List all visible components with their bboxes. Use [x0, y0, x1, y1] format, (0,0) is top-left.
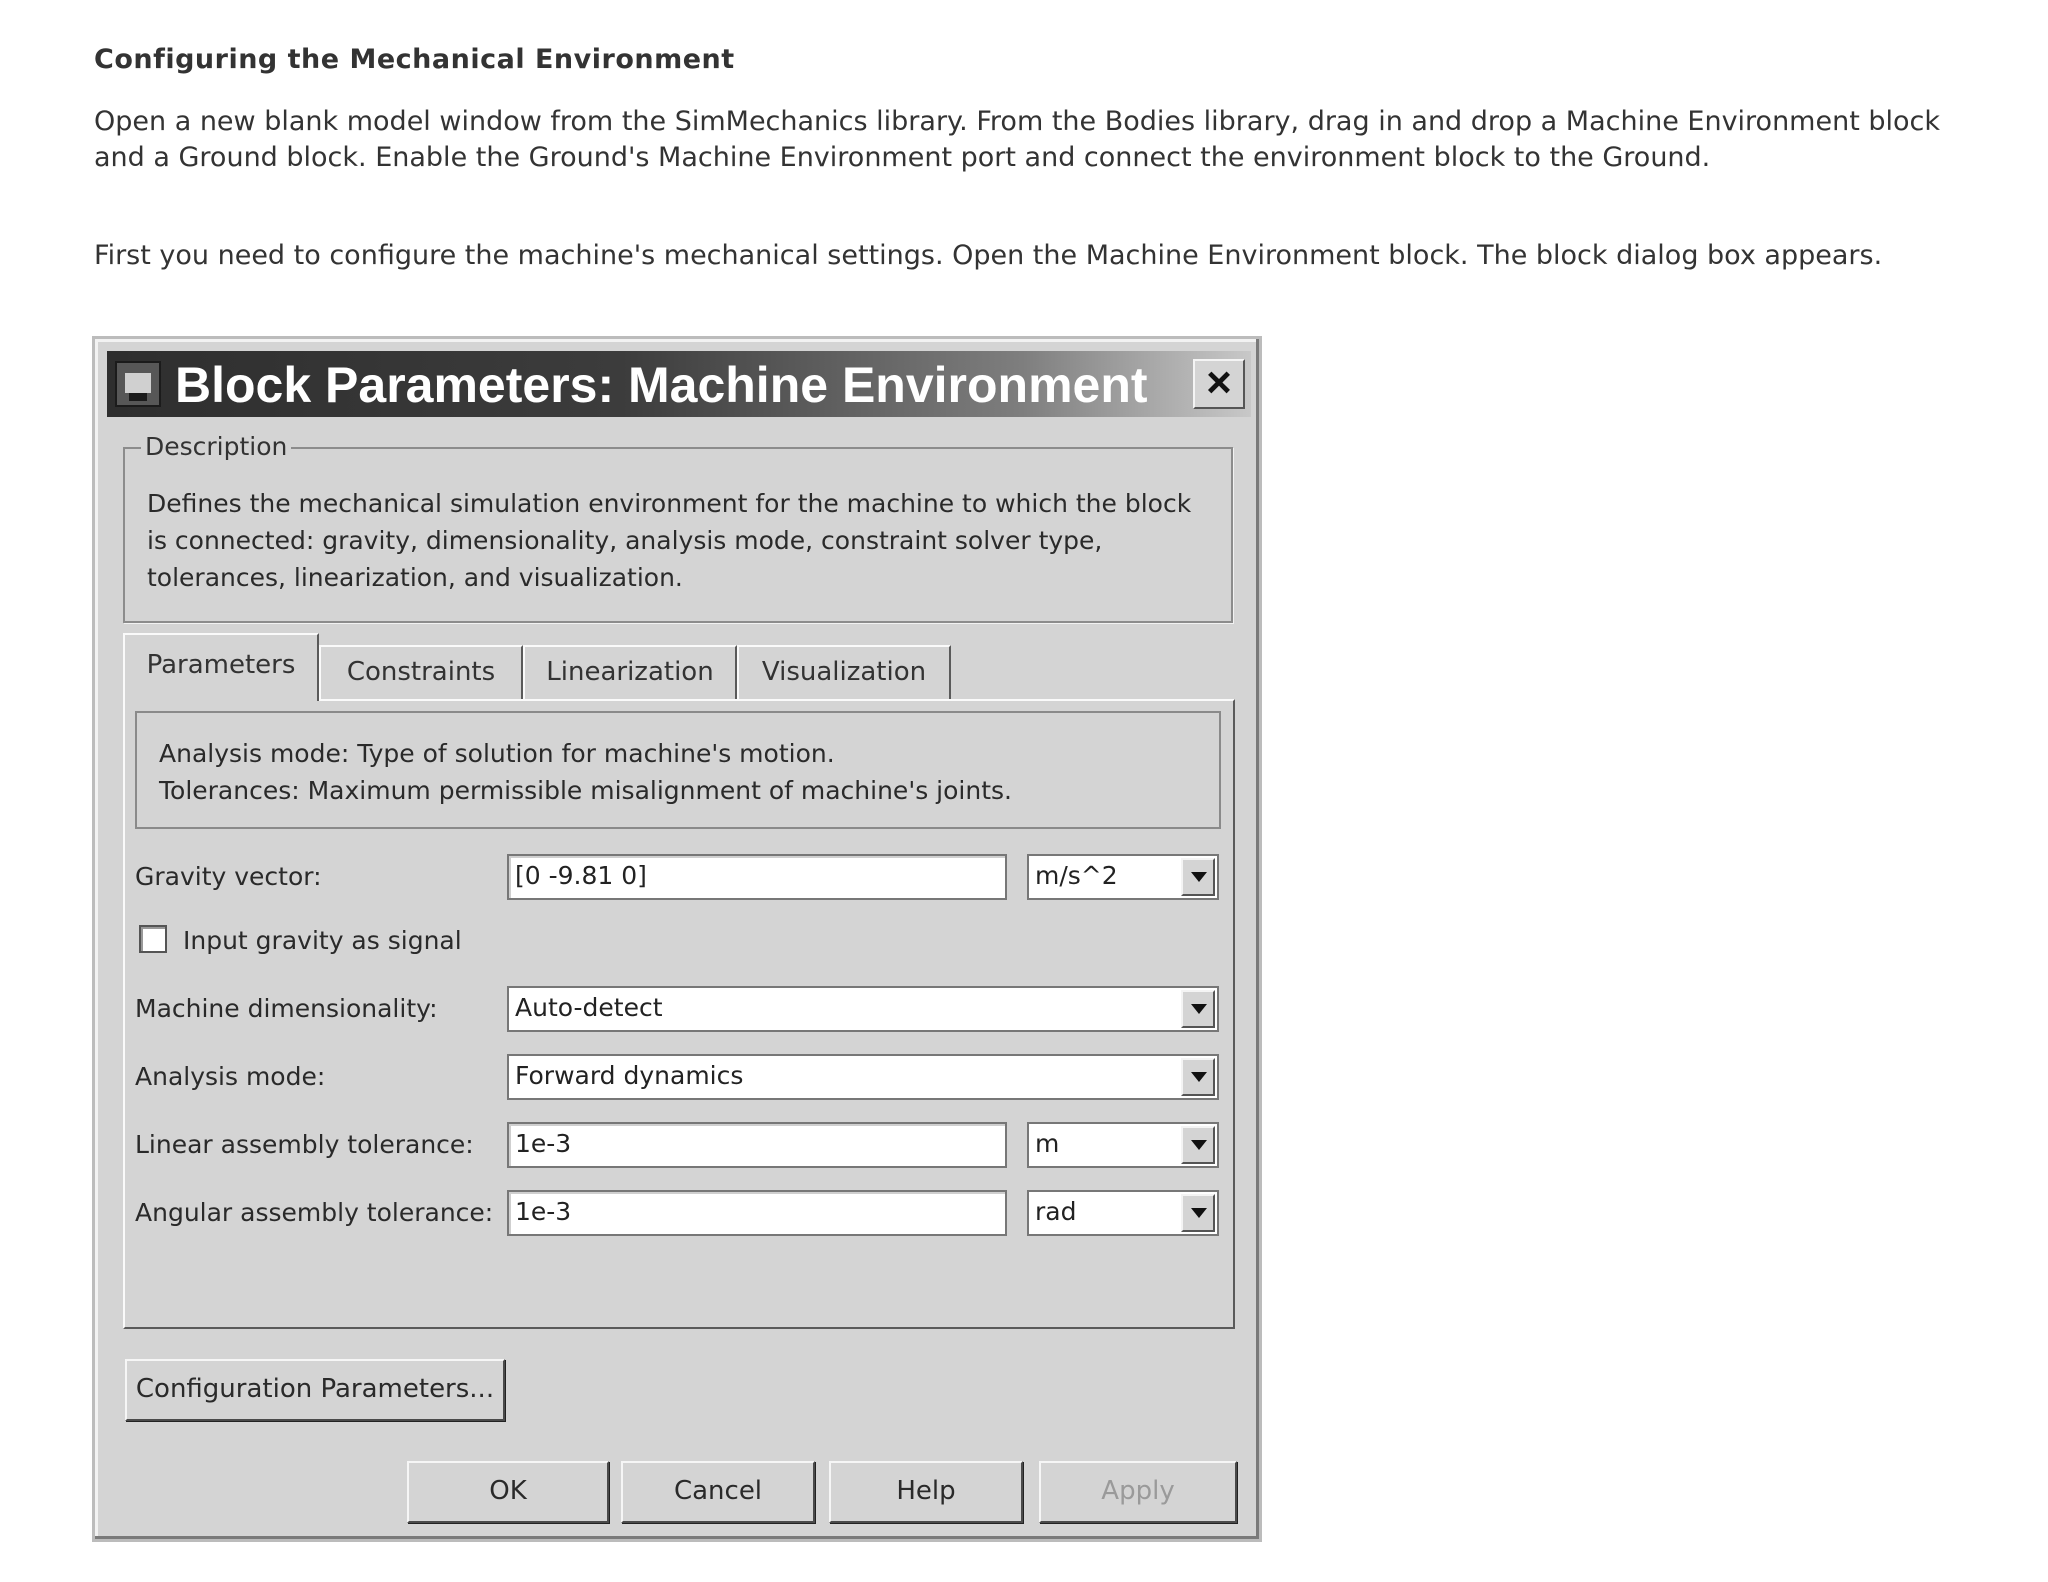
angular-tolerance-label: Angular assembly tolerance:	[135, 1198, 494, 1227]
gravity-vector-input[interactable]: [0 -9.81 0]	[507, 854, 1007, 900]
gravity-unit-value: m/s^2	[1035, 861, 1118, 890]
doc-heading: Configuring the Mechanical Environment	[94, 44, 735, 75]
cancel-button[interactable]: Cancel	[621, 1461, 815, 1523]
tab-linearization[interactable]: Linearization	[523, 645, 737, 699]
angular-tolerance-input[interactable]: 1e-3	[507, 1190, 1007, 1236]
angular-tolerance-unit-value: rad	[1035, 1197, 1077, 1226]
chevron-down-icon[interactable]	[1181, 1194, 1215, 1232]
chevron-down-icon[interactable]	[1181, 1058, 1215, 1096]
dialog-titlebar[interactable]	[107, 351, 1251, 417]
input-gravity-label: Input gravity as signal	[183, 926, 462, 955]
info-box	[135, 711, 1221, 829]
linear-tolerance-unit-value: m	[1035, 1129, 1060, 1158]
doc-paragraph-2: First you need to configure the machine's mechanical settings. Open the Machine Environment block. The block dialog box appears.	[94, 240, 1883, 271]
doc-paragraph-1: Open a new blank model window from the SimMechanics library. From the Bodies library, drag in and drop a Machine Environment block and a Ground block. Enable the Ground's Machine Environment port and connect the environment block to the Ground.	[94, 106, 1941, 173]
configuration-parameters-button[interactable]: Configuration Parameters...	[125, 1359, 505, 1421]
tab-parameters[interactable]: Parameters	[123, 633, 319, 701]
close-button[interactable]: ×	[1193, 359, 1245, 409]
description-text: Defines the mechanical simulation environment for the machine to which the block is connected: gravity, dimensionality, analysis mode, constraint solver type, tolerances, linearization, and visualization.	[147, 489, 1192, 592]
simulink-block-icon	[115, 361, 161, 407]
ok-button[interactable]: OK	[407, 1461, 609, 1523]
apply-button[interactable]: Apply	[1039, 1461, 1237, 1523]
tab-visualization[interactable]: Visualization	[737, 645, 951, 699]
analysis-mode-value: Forward dynamics	[515, 1061, 744, 1090]
analysis-mode-label: Analysis mode:	[135, 1062, 326, 1091]
block-parameters-dialog	[92, 336, 1262, 1542]
linear-tolerance-label: Linear assembly tolerance:	[135, 1130, 474, 1159]
chevron-down-icon[interactable]	[1181, 1126, 1215, 1164]
machine-dimensionality-value: Auto-detect	[515, 993, 663, 1022]
chevron-down-icon[interactable]	[1181, 990, 1215, 1028]
chevron-down-icon[interactable]	[1181, 858, 1215, 896]
description-group	[123, 432, 1233, 623]
tab-constraints[interactable]: Constraints	[319, 645, 523, 699]
angular-tolerance-unit-select[interactable]	[1027, 1190, 1219, 1236]
input-gravity-checkbox[interactable]	[139, 925, 167, 953]
linear-tolerance-unit-select[interactable]	[1027, 1122, 1219, 1168]
analysis-mode-select[interactable]	[507, 1054, 1219, 1100]
linear-tolerance-input[interactable]: 1e-3	[507, 1122, 1007, 1168]
dialog-title: Block Parameters: Machine Environment	[175, 357, 1148, 413]
machine-dimensionality-label: Machine dimensionality:	[135, 994, 438, 1023]
description-legend: Description	[141, 432, 291, 462]
info-line-tolerances: Tolerances: Maximum permissible misalignment of machine's joints.	[159, 776, 1012, 805]
gravity-vector-label: Gravity vector:	[135, 862, 322, 891]
help-button[interactable]: Help	[829, 1461, 1023, 1523]
machine-dimensionality-select[interactable]	[507, 986, 1219, 1032]
info-line-analysis: Analysis mode: Type of solution for machine's motion.	[159, 739, 835, 768]
gravity-unit-select[interactable]	[1027, 854, 1219, 900]
